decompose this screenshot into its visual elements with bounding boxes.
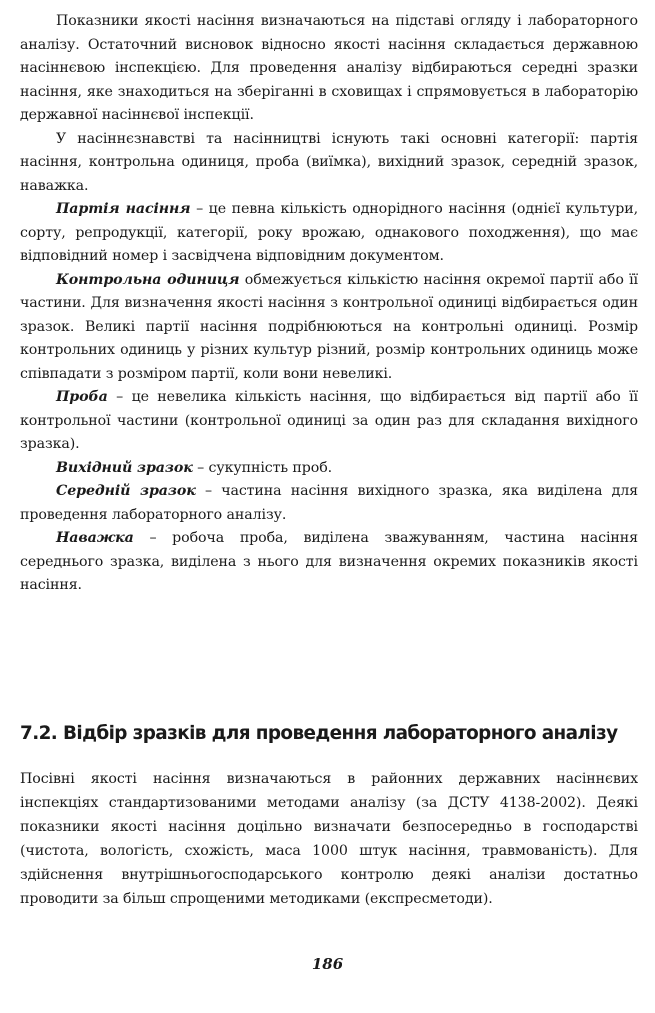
paragraph-section: Посівні якості насіння визначаються в районних державних насіннєвих інспекціях стандартизованими методами аналізу (за ДСТУ 4138-2002). Деякі показники якості насіння доцільно визначати безпосередньо в господарстві (чистота, вологість, схожість, маса 1000 штук насіння, травмованість). Для здійснення внутрішньогосподарського контролю деякі аналізи достатньо проводити за більш спрощеними методиками (експресметоди). — [20, 771, 638, 907]
paragraph-proba: Проба – це невелика кількість насіння, що відбирається від партії або її контрольної частини (контрольної одиниці за один раз для складання вихідного зразка). — [20, 389, 638, 452]
section-body — [20, 767, 638, 911]
term: Вихідний зразок — [56, 459, 193, 476]
paragraph-navazhka: Наважка – робоча проба, виділена зважуванням, частина насіння середнього зразка, виділена з нього для визначення окремих показників якості насіння. — [20, 530, 638, 593]
paragraph-kontrolna: Контрольна одиниця обмежується кількістю насіння окремої партії або її частини. Для визначення якості насіння з контрольної одиниці відбирається один зразок. Великі партії насіння подрібнюються на контрольні одиниці. Розмір контрольних одиниць у різних культур різний, розмір контрольних одиниць може співпадати з розміром партії, коли вони невеликі. — [20, 271, 638, 382]
page-number: 186 — [311, 955, 344, 973]
term: Наважка — [56, 530, 134, 546]
paragraph-categories: У насіннєзнавстві та насінництві існують такі основні категорії: партія насіння, контрольна одиниця, проба (виїмка), вихідний зразок, середній зразок, наважка. — [20, 130, 638, 194]
term: Контрольна одиниця — [56, 271, 240, 288]
section-heading: 7.2. Відбір зразків для проведення лабораторного аналізу — [20, 723, 618, 744]
paragraph-vykhidnyi: Вихідний зразок – сукупність проб. — [56, 459, 333, 476]
body-text — [20, 10, 638, 598]
term: Партія насіння — [56, 201, 191, 217]
paragraph-serednii: Середній зразок – частина насіння вихідного зразка, яка виділена для проведення лабораторного аналізу. — [20, 483, 638, 523]
paragraph-intro: Показники якості насіння визначаються на підставі огляду і лабораторного аналізу. Остаточний висновок відносно якості насіння складається державною насіннєвою інспекцією. Для проведення аналізу відбираються середні зразки насіння, яке знаходиться на зберіганні в сховищах і спрямовується в лабораторію державної насіннєвої інспекції. — [20, 13, 638, 123]
term: Середній зразок — [56, 483, 196, 499]
term: Проба — [56, 389, 108, 405]
paragraph-partiia: Партія насіння – це певна кількість однорідного насіння (однієї культури, сорту, репродукції, категорії, року врожаю, однакового походження), що має відповідний номер і засвідчена відповідним документом. — [20, 201, 638, 264]
